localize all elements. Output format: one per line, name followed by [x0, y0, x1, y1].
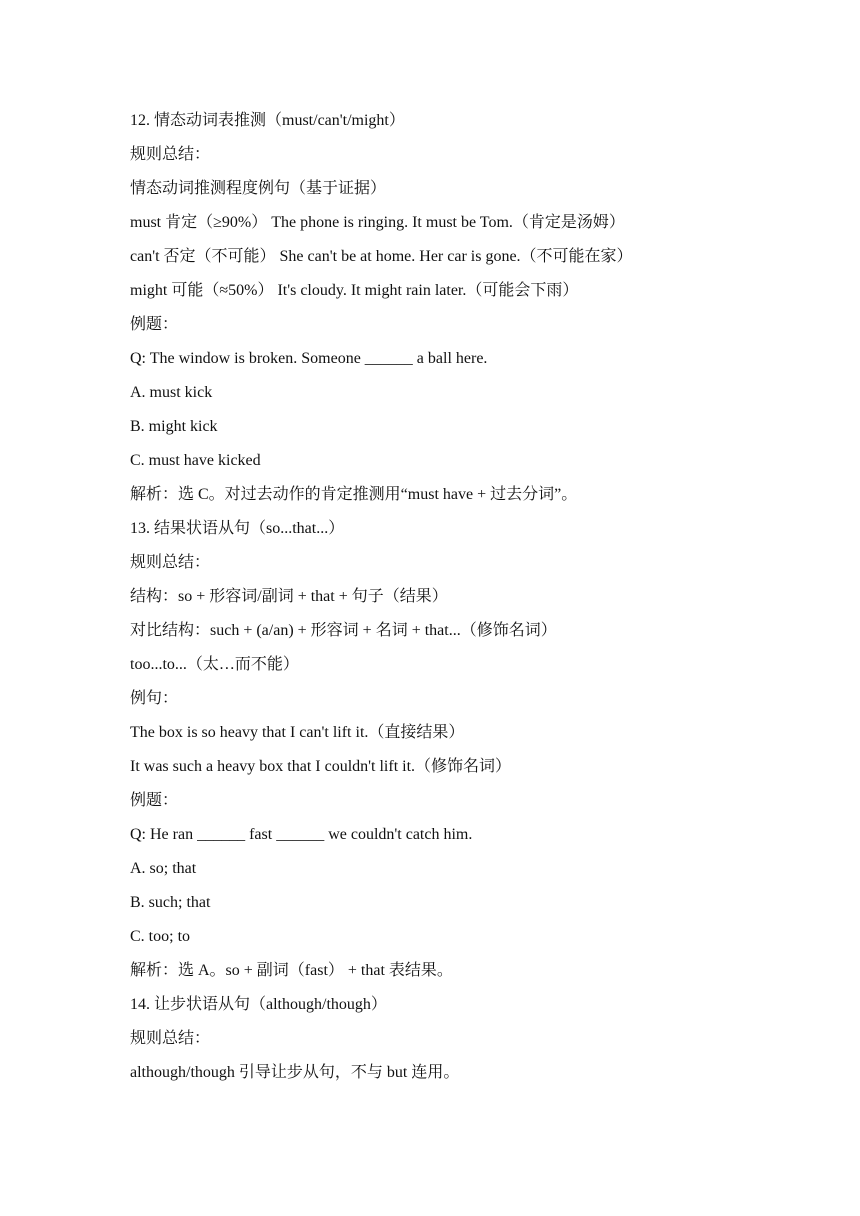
too-to-line: too...to...（太…而不能）	[130, 656, 299, 673]
section-14-heading: 14. 让步状语从句（although/though）	[130, 996, 387, 1013]
document-body	[130, 108, 790, 1094]
option-c: C. too; to	[130, 928, 191, 945]
question-text: Q: The window is broken. Someone ______ a ball here.	[130, 350, 488, 367]
option-b: B. might kick	[130, 418, 218, 435]
cant-row: can't 否定（不可能） She can't be at home. Her car is gone.（不可能在家）	[130, 248, 633, 265]
contrast-structure-line: 对比结构：such + (a/an) + 形容词 + 名词 + that...（修饰名词）	[130, 622, 557, 639]
rule-summary-label: 规则总结：	[130, 554, 211, 571]
table-header-line: 情态动词推测程度例句（基于证据）	[130, 180, 387, 197]
must-row: must 肯定（≥90%） The phone is ringing. It must be Tom.（肯定是汤姆）	[130, 214, 625, 231]
rule-text: although/though 引导让步从句，不与 but 连用。	[130, 1064, 460, 1081]
example-sentence-label: 例句：	[130, 690, 179, 707]
example-question-label: 例题：	[130, 792, 179, 809]
question-text: Q: He ran ______ fast ______ we couldn't catch him.	[130, 826, 473, 843]
answer-explanation: 解析：选 C。对过去动作的肯定推测用“must have + 过去分词”。	[130, 486, 578, 503]
section-13-heading: 13. 结果状语从句（so...that...）	[130, 520, 345, 537]
rule-summary-label: 规则总结：	[130, 1030, 211, 1047]
might-row: might 可能（≈50%） It's cloudy. It might rain later.（可能会下雨）	[130, 282, 579, 299]
example-question-label: 例题：	[130, 316, 179, 333]
answer-explanation: 解析：选 A。so + 副词（fast） + that 表结果。	[130, 962, 453, 979]
option-b: B. such; that	[130, 894, 211, 911]
option-c: C. must have kicked	[130, 452, 261, 469]
example-sentence: It was such a heavy box that I couldn't lift it.（修饰名词）	[130, 758, 512, 775]
option-a: A. must kick	[130, 384, 213, 401]
structure-line: 结构：so + 形容词/副词 + that + 句子（结果）	[130, 588, 448, 605]
option-a: A. so; that	[130, 860, 197, 877]
section-12-heading: 12. 情态动词表推测（must/can't/might）	[130, 112, 405, 129]
example-sentence: The box is so heavy that I can't lift it.（直接结果）	[130, 724, 465, 741]
rule-summary-label: 规则总结：	[130, 146, 211, 163]
